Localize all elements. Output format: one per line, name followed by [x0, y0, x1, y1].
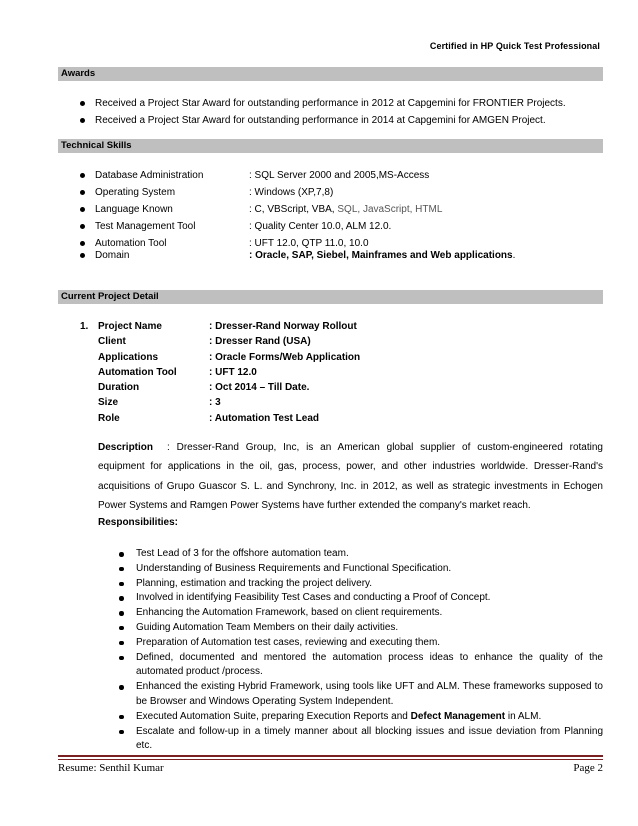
skill-name: Test Management Tool [95, 221, 196, 232]
skill-value: : SQL Server 2000 and 2005,MS-Access [249, 170, 430, 181]
list-item [75, 218, 603, 235]
awards-section-title: Awards [58, 67, 603, 81]
project-number: 1. [80, 321, 89, 332]
skill-value: : Windows (XP,7,8) [249, 187, 334, 198]
footer-divider [58, 755, 603, 757]
project-key: Duration [98, 382, 140, 394]
list-item: Enhanced the existing Hybrid Framework, using tools like UFT and ALM. These frameworks supposed to be Browser and Windows Operating System Independent. [116, 680, 603, 710]
responsibilities-title: Responsibilities: [98, 517, 179, 528]
list-item [75, 247, 603, 264]
footer-divider [58, 759, 603, 760]
project-value: : Automation Test Lead [209, 412, 319, 424]
list-item: Preparation of Automation test cases, reviewing and executing them. [116, 636, 603, 651]
project-key: Role [98, 412, 120, 424]
skill-value-secondary: SQL, JavaScript, HTML [334, 204, 443, 215]
list-item [116, 710, 603, 725]
skill-value: : C, VBScript, VBA, [249, 204, 335, 215]
description-label: Description [98, 442, 154, 453]
awards-list [75, 95, 603, 129]
list-item: Defined, documented and mentored the automation process ideas to enhance the quality of the automated product /process. [116, 651, 603, 681]
project-value: : Dresser-Rand Norway Rollout [209, 321, 357, 332]
project-value: : Oracle Forms/Web Application [209, 351, 361, 363]
project-key: Size [98, 397, 119, 409]
skill-name: Database Administration [95, 170, 204, 181]
description-text: : Dresser-Rand Group, Inc, is an American global supplier of custom-engineered rotating equipment for applications in the oil, gas, process, power, and other industries worldwide. Dresser-Rand's acquisitions of Grupo Guascor S. L. and Synchrony, Inc. in 2012, as well as strategic investments in Echogen Power Systems and Ramgen Power Systems have further extended the company's market reach. [98, 442, 603, 511]
list-item: Involved in identifying Feasibility Test Cases and conducting a Proof of Concept. [116, 591, 603, 606]
list-item: Enhancing the Automation Framework, based on client requirements. [116, 606, 603, 621]
project-value: : Oct 2014 – Till Date. [209, 382, 310, 394]
skills-list [75, 167, 603, 252]
skill-name: Language Known [95, 204, 173, 215]
project-description [98, 438, 603, 515]
project-value: : 3 [209, 397, 221, 409]
responsibilities-list [116, 547, 603, 754]
list-item: Understanding of Business Requirements and Functional Specification. [116, 562, 603, 577]
project-value: : Dresser Rand (USA) [209, 336, 311, 348]
item-text: in ALM. [505, 710, 542, 722]
project-section-title: Current Project Detail [58, 290, 603, 304]
item-text: Executed Automation Suite, preparing Execution Reports and [136, 710, 411, 722]
domain-value: : Oracle, SAP, Siebel, Mainframes and Web applications [249, 250, 513, 261]
footer-page-number: Page 2 [573, 762, 603, 774]
domain-suffix: . [512, 250, 516, 261]
skills-section-title: Technical Skills [58, 139, 603, 153]
skill-name: Operating System [95, 187, 176, 198]
project-key: Project Name [98, 321, 162, 332]
list-item [75, 167, 603, 184]
project-value: : UFT 12.0 [209, 366, 257, 378]
certification-header: Certified in HP Quick Test Professional [429, 41, 600, 51]
list-item: Received a Project Star Award for outstanding performance in 2012 at Capgemini for FRONTIER Projects. [75, 95, 603, 112]
domain-name: Domain [95, 250, 130, 261]
list-item [75, 201, 603, 218]
skill-name: Automation Tool [95, 238, 167, 249]
footer-resume-name: Resume: Senthil Kumar [58, 762, 164, 774]
domain-list [75, 247, 603, 264]
list-item: Test Lead of 3 for the offshore automation team. [116, 547, 603, 562]
list-item: Received a Project Star Award for outstanding performance in 2014 at Capgemini for AMGEN Project. [75, 112, 603, 129]
list-item: Escalate and follow-up in a timely manner about all blocking issues and issue deviation from Planning etc. [116, 725, 603, 755]
project-key: Client [98, 336, 126, 348]
project-details [80, 319, 360, 426]
skill-value: : UFT 12.0, QTP 11.0, 10.0 [249, 238, 369, 249]
project-key: Automation Tool [98, 366, 177, 378]
project-key: Applications [98, 351, 159, 363]
list-item: Planning, estimation and tracking the project delivery. [116, 577, 603, 592]
list-item: Guiding Automation Team Members on their daily activities. [116, 621, 603, 636]
skill-value: : Quality Center 10.0, ALM 12.0. [249, 221, 392, 232]
item-text-bold: Defect Management [410, 710, 506, 722]
list-item [75, 184, 603, 201]
